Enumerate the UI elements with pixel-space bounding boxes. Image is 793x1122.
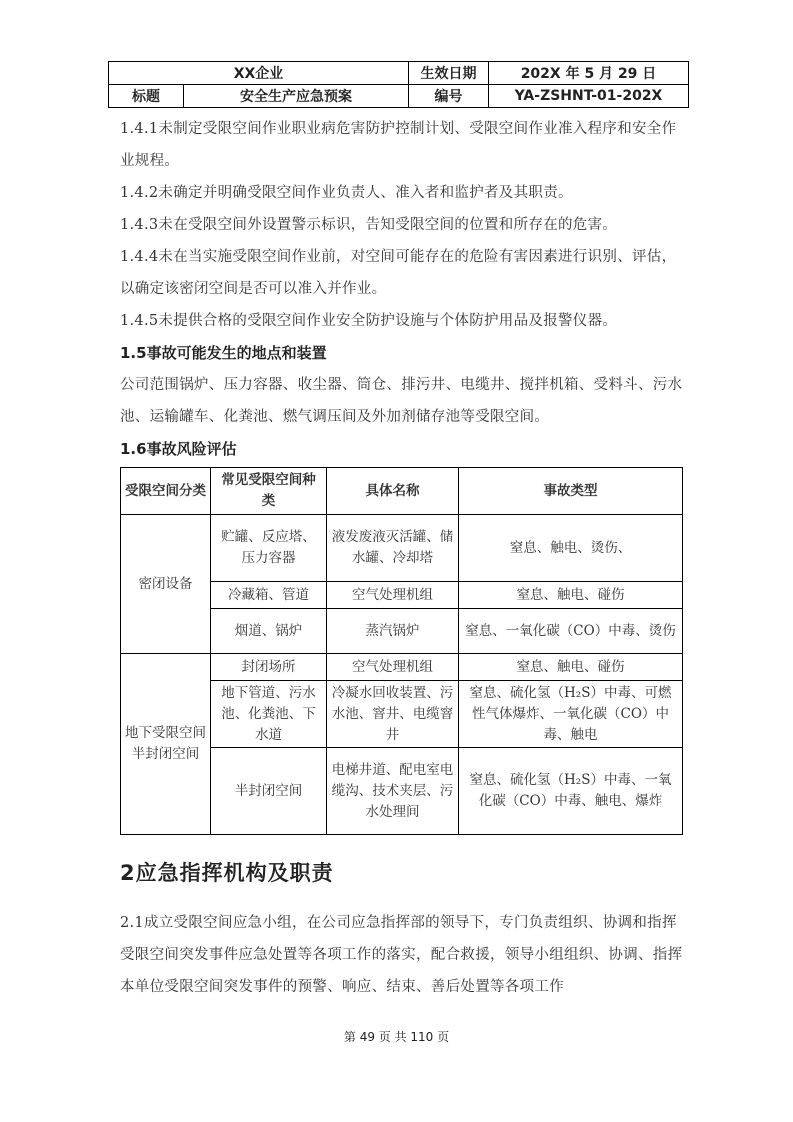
table-row xyxy=(121,654,683,681)
kind-cell: 地下管道、污水池、化粪池、下水道 xyxy=(211,681,327,748)
table-row xyxy=(121,515,683,582)
kind-cell: 半封闭空间 xyxy=(211,748,327,835)
type-cell: 窒息、触电、烫伤、 xyxy=(459,515,683,582)
name-cell: 空气处理机组 xyxy=(327,654,459,681)
section-2-1-text: 2.1成立受限空间应急小组，在公司应急指挥部的领导下，专门负责组织、协调和指挥受限空间突发事件应急处置等各项工作的落实，配合救援，领导小组组织、协调、指挥本单位受限空间突发事件的预警、响应、结束、善后处置等各项工作 xyxy=(120,915,683,995)
name-cell: 冷凝水回收装置、污水池、窨井、电缆窨井 xyxy=(327,681,459,748)
section-1-5-heading: 1.5事故可能发生的地点和装置 xyxy=(120,344,327,362)
table-header-row xyxy=(121,468,683,515)
kind-cell: 贮罐、反应塔、压力容器 xyxy=(211,515,327,582)
title-label: 标题 xyxy=(109,85,184,108)
col-header-category: 受限空间分类 xyxy=(121,468,211,515)
effective-date: 202X 年 5 月 29 日 xyxy=(489,62,689,85)
type-cell: 窒息、一氧化碳（CO）中毒、烫伤 xyxy=(459,609,683,654)
name-cell: 液发废液灭活罐、储水罐、冷却塔 xyxy=(327,515,459,582)
type-cell: 窒息、硫化氢（H₂S）中毒、可燃性气体爆炸、一氧化碳（CO）中毒、触电 xyxy=(459,681,683,748)
kind-cell: 烟道、锅炉 xyxy=(211,609,327,654)
col-header-name: 具体名称 xyxy=(327,468,459,515)
type-cell: 窒息、硫化氢（H₂S）中毒、一氧化碳（CO）中毒、触电、爆炸 xyxy=(459,748,683,835)
type-cell: 窒息、触电、碰伤 xyxy=(459,582,683,609)
category-cell: 地下受限空间半封闭空间 xyxy=(121,654,211,835)
name-cell: 空气处理机组 xyxy=(327,582,459,609)
name-cell: 电梯井道、配电室电缆沟、技术夹层、污水处理间 xyxy=(327,748,459,835)
name-cell: 蒸汽锅炉 xyxy=(327,609,459,654)
category-cell: 密闭设备 xyxy=(121,515,211,654)
col-header-kind: 常见受限空间种类 xyxy=(211,468,327,515)
company-name: XX企业 xyxy=(109,62,409,85)
page-content xyxy=(120,113,690,1003)
section-2-heading: 2应急指挥机构及职责 xyxy=(120,861,334,885)
type-cell: 窒息、触电、碰伤 xyxy=(459,654,683,681)
document-number: YA-ZSHNT-01-202X xyxy=(489,85,689,108)
item-1-4-3: 1.4.3未在受限空间外设置警示标识，告知受限空间的位置和所存在的危害。 xyxy=(120,217,618,233)
item-1-4-1: 1.4.1未制定受限空间作业职业病危害防护控制计划、受限空间作业准入程序和安全作业规程。 xyxy=(120,121,677,169)
kind-cell: 冷藏箱、管道 xyxy=(211,582,327,609)
number-label: 编号 xyxy=(409,85,489,108)
kind-cell: 封闭场所 xyxy=(211,654,327,681)
section-1-5-text: 公司范围锅炉、压力容器、收尘器、筒仓、排污井、电缆井、搅拌机箱、受料斗、污水池、运输罐车、化粪池、燃气调压间及外加剂储存池等受限空间。 xyxy=(120,377,683,425)
document-header-table xyxy=(108,61,689,108)
item-1-4-2: 1.4.2未确定并明确受限空间作业负责人、准入者和监护者及其职责。 xyxy=(120,185,573,201)
effective-date-label: 生效日期 xyxy=(409,62,489,85)
col-header-type: 事故类型 xyxy=(459,468,683,515)
risk-assessment-table xyxy=(120,467,683,835)
section-1-6-heading: 1.6事故风险评估 xyxy=(120,440,237,458)
page-footer: 第 49 页 共 110 页 xyxy=(343,1030,450,1044)
item-1-4-4: 1.4.4未在当实施受限空间作业前，对空间可能存在的危险有害因素进行识别、评估，以确定该密闭空间是否可以准入并作业。 xyxy=(120,249,677,297)
item-1-4-5: 1.4.5未提供合格的受限空间作业安全防护设施与个体防护用品及报警仪器。 xyxy=(120,313,618,329)
document-title: 安全生产应急预案 xyxy=(184,85,409,108)
